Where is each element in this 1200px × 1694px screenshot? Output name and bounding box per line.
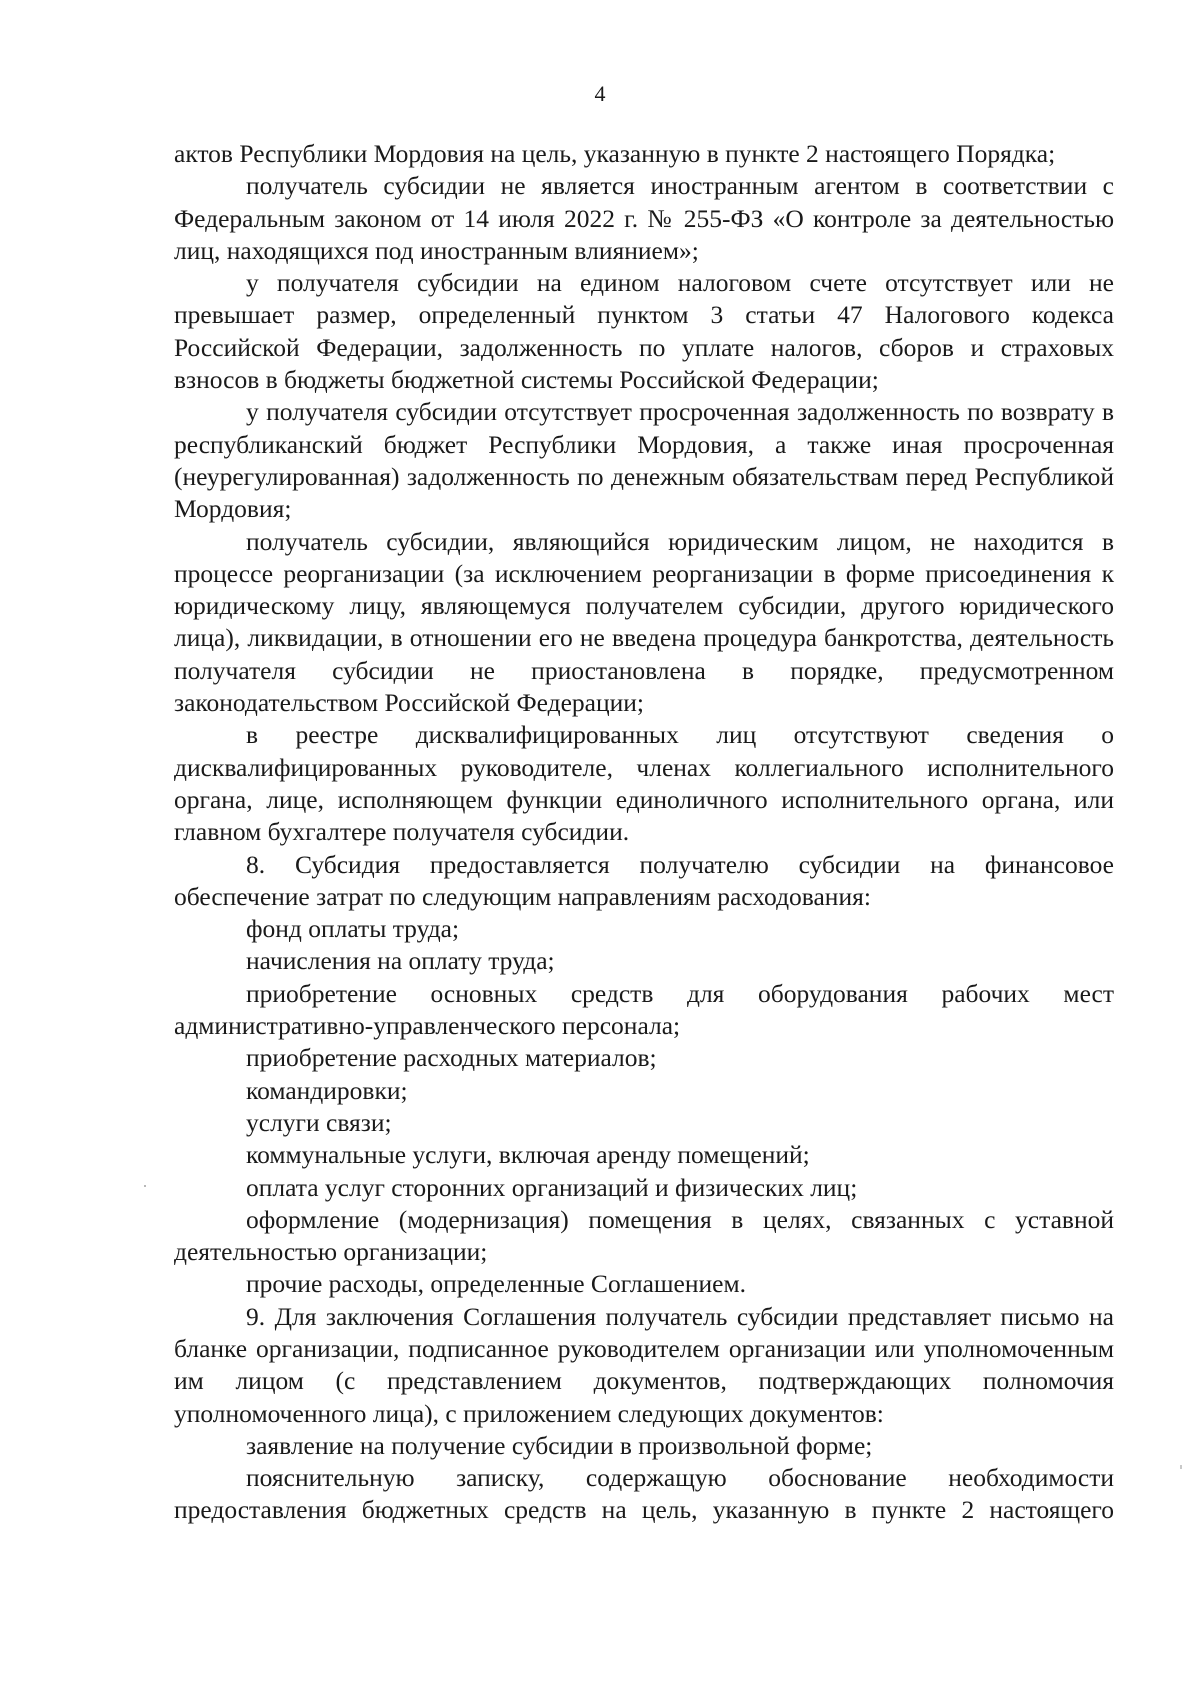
list-item: оформление (модернизация) помещения в целях, связанных с уставной деятельностью организации; — [174, 1204, 1114, 1267]
paragraph-5: получатель субсидии, являющийся юридическим лицом, не находится в процессе реорганизации (за исключением реорганизации в форме присоединения к юридическому лицу, являющемуся получателем субсидии, другого юридического лица), ликвидации, в отношении его не введена процедура банкротства, деятельность получателя субсидии не приостановлена в порядке, предусмотренном законодательством Российской Федерации; — [174, 526, 1114, 718]
list-item: фонд оплаты труда; — [246, 914, 460, 944]
list-item: оплата услуг сторонних организаций и физических лиц; — [246, 1172, 858, 1202]
scan-speck — [1180, 1465, 1182, 1469]
list-item: пояснительную записку, содержащую обоснование необходимости предоставления бюджетных средств на цель, указанную в пункте 2 настоящего — [174, 1463, 1114, 1525]
paragraph-4: у получателя субсидии отсутствует просроченная задолженность по возврату в республиканский бюджет Республики Мордовия, а также иная просроченная (неурегулированная) задолженность по денежным обязательствам перед Республикой Мордовия; — [174, 397, 1114, 524]
page-number: 4 — [594, 81, 606, 106]
paragraph-7: 8. Субсидия предоставляется получателю субсидии на финансовое обеспечение затрат по следующим направлениям расходования: — [174, 849, 1114, 911]
list-item: приобретение расходных материалов; — [246, 1043, 657, 1073]
paragraph-9: 9. Для заключения Соглашения получатель субсидии представляет письмо на бланке организации, подписанное руководителем организации или уполномоченным им лицом (с представлением документов, подтверждающих полномочия уполномоченного лица), с приложением следующих документов: — [174, 1301, 1114, 1428]
paragraph-2: получатель субсидии не является иностранным агентом в соответствии с Федеральным законом от 14 июля 2022 г. № 255-ФЗ «О контроле за деятельностью лиц, находящихся под иностранным влиянием»; — [174, 171, 1114, 265]
list-item: заявление на получение субсидии в произвольной форме; — [246, 1430, 873, 1460]
document-body — [174, 138, 1114, 1527]
list-item: командировки; — [246, 1075, 408, 1105]
list-item: начисления на оплату труда; — [246, 946, 555, 976]
paragraph-1: актов Республики Мордовия на цель, указанную в пункте 2 настоящего Порядка; — [174, 139, 1056, 168]
list-item: прочие расходы, определенные Соглашением. — [246, 1269, 746, 1299]
paragraph-3: у получателя субсидии на едином налоговом счете отсутствует или не превышает размер, определенный пунктом 3 статьи 47 Налогового кодекса Российской Федерации, задолженность по уплате налогов, сборов и страховых взносов в бюджеты бюджетной системы Российской Федерации; — [174, 268, 1114, 395]
scan-speck — [144, 1185, 146, 1187]
paragraph-6: в реестре дисквалифицированных лиц отсутствуют сведения о дисквалифицированных руководителе, членах коллегиального исполнительного органа, лице, исполняющем функции единоличного исполнительного органа, или главном бухгалтере получателя субсидии. — [174, 720, 1114, 847]
list-item: приобретение основных средств для оборудования рабочих мест административно-управленческого персонала; — [174, 978, 1114, 1041]
list-item: услуги связи; — [246, 1107, 392, 1137]
list-item: коммунальные услуги, включая аренду помещений; — [246, 1140, 810, 1170]
